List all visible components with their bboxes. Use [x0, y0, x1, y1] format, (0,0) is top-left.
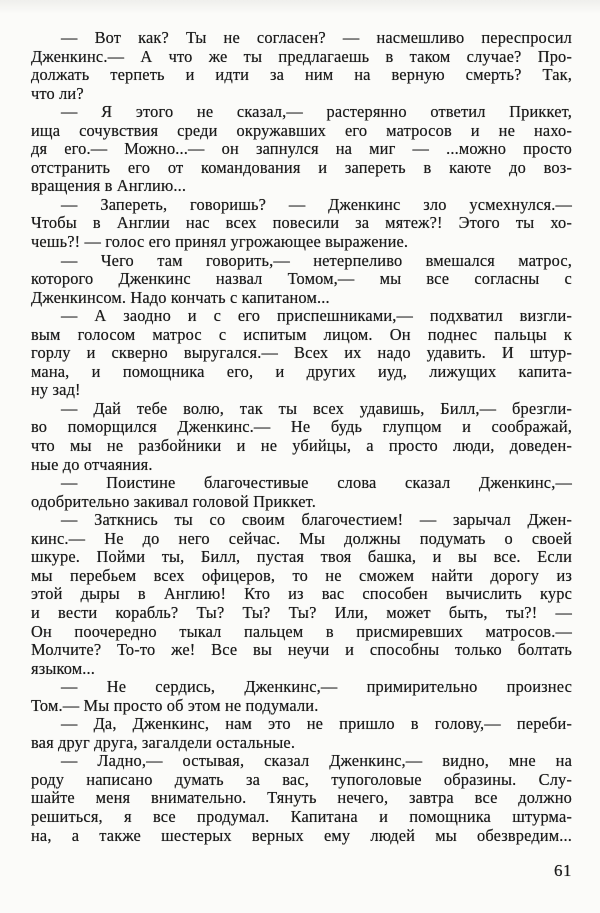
text-line: ища сочувствия среди окружавших его матросов и не нахо- — [31, 120, 572, 140]
text-line: — Запереть, говоришь? — Дженкинс зло усмехнулся.— — [61, 194, 572, 214]
paragraph — [31, 678, 572, 715]
paragraph — [31, 103, 572, 196]
text-line: шайте меня внимательно. Тянуть нечего, завтра все должно — [31, 788, 572, 808]
text-line: этой дыры в Англию! Кто из вас способен вычислить курс — [31, 584, 572, 604]
text-line: мы перебьем всех офицеров, то не сможем найти дорогу из — [31, 565, 572, 585]
text-line: решиться, я все продумал. Капитана и помощника штурма- — [31, 806, 572, 826]
text-line: роду написано думать за вас, тупоголовые образины. Слу- — [31, 769, 572, 789]
text-line: шкуре. Пойми ты, Билл, пустая твоя башка, и вы все. Если — [31, 547, 572, 567]
text-line: что мы не разбойники и не убийцы, а просто люди, доведен- — [31, 436, 572, 456]
text-block — [31, 29, 572, 845]
text-line: кинс.— Не до него сейчас. Мы должны подумать о своей — [31, 528, 572, 548]
text-line: ну зад! — [31, 380, 81, 400]
text-line: должать терпеть и идти за ним на верную смерть? Так, — [31, 65, 572, 85]
text-line: Он поочередно тыкал пальцем в присмиревших матросов.— — [31, 621, 572, 641]
text-line: Чтобы в Англии нас всех повесили за мятеж?! Этого ты хо- — [31, 213, 572, 233]
text-line: горлу и скверно выругался.— Всех их надо удавить. И штур- — [31, 343, 572, 363]
text-line: во поморщился Дженкинс.— Не будь глупцом и соображай, — [31, 417, 572, 437]
text-line: которого Дженкинс назвал Томом,— мы все согласны с — [31, 269, 572, 289]
text-line: Дженкинсом. Надо кончать с капитаном... — [31, 287, 330, 307]
text-line: дя его.— Можно...— он запнулся на миг — ...можно просто — [31, 139, 572, 159]
text-line: на, а также шестерых верных ему людей мы обезвредим... — [31, 825, 572, 845]
text-line: — Поистине благочестивые слова сказал Дженкинс,— — [61, 473, 572, 493]
text-line: что ли? — [31, 83, 84, 103]
text-line: Молчите? То-то же! Все вы неучи и способны только болтать — [31, 640, 572, 660]
text-line: — Вот как? Ты не согласен? — насмешливо переспросил — [61, 28, 572, 47]
text-line: — Да, Дженкинс, нам это не пришло в голову,— переби- — [61, 714, 572, 734]
text-line: — Чего там говорить,— нетерпеливо вмешался матрос, — [61, 250, 572, 270]
text-line: — Не сердись, Дженкинс,— примирительно произнес — [61, 677, 572, 697]
paragraph — [31, 511, 572, 678]
text-line: и вести корабль? Ты? Ты? Ты? Или, может быть, ты?! — — [31, 602, 572, 622]
paragraph — [31, 307, 572, 400]
paragraph — [31, 715, 572, 752]
text-line: одобрительно закивал головой Приккет. — [31, 491, 316, 511]
text-line: вым голосом матрос с испитым лицом. Он поднес пальцы к — [31, 324, 572, 344]
text-line: — Ладно,— остывая, сказал Дженкинс,— видно, мне на — [61, 751, 572, 771]
text-line: ные до отчаяния. — [31, 454, 153, 474]
paragraph — [31, 474, 572, 511]
text-line: чешь?! — голос его принял угрожающее выражение. — [31, 232, 409, 252]
paragraph — [31, 400, 572, 474]
text-line: отстранить его от командования и запереть в каюте до воз- — [31, 157, 572, 177]
text-line: мана, и помощника его, и других иуд, лижущих капита- — [31, 361, 572, 381]
text-line: — А заодно и с его приспешниками,— подхватил визгли- — [61, 306, 572, 326]
text-line: языком... — [31, 658, 96, 678]
text-line: — Заткнись ты со своим благочестием! — зарычал Джен- — [61, 510, 572, 530]
page-number: 61 — [554, 861, 572, 880]
paragraph — [31, 29, 572, 103]
paragraph — [31, 752, 572, 845]
text-line: — Дай тебе волю, так ты всех удавишь, Билл,— брезгли- — [61, 398, 572, 418]
text-line: вая друг друга, загалдели остальные. — [31, 732, 296, 752]
text-line: — Я этого не сказал,— растерянно ответил Приккет, — [61, 102, 572, 122]
paragraph — [31, 252, 572, 308]
text-line: вращения в Англию... — [31, 176, 187, 196]
text-line: Дженкинс.— А что же ты предлагаешь в таком случае? Про- — [31, 46, 572, 66]
text-line: Том.— Мы просто об этом не подумали. — [31, 695, 319, 715]
paragraph — [31, 196, 572, 252]
